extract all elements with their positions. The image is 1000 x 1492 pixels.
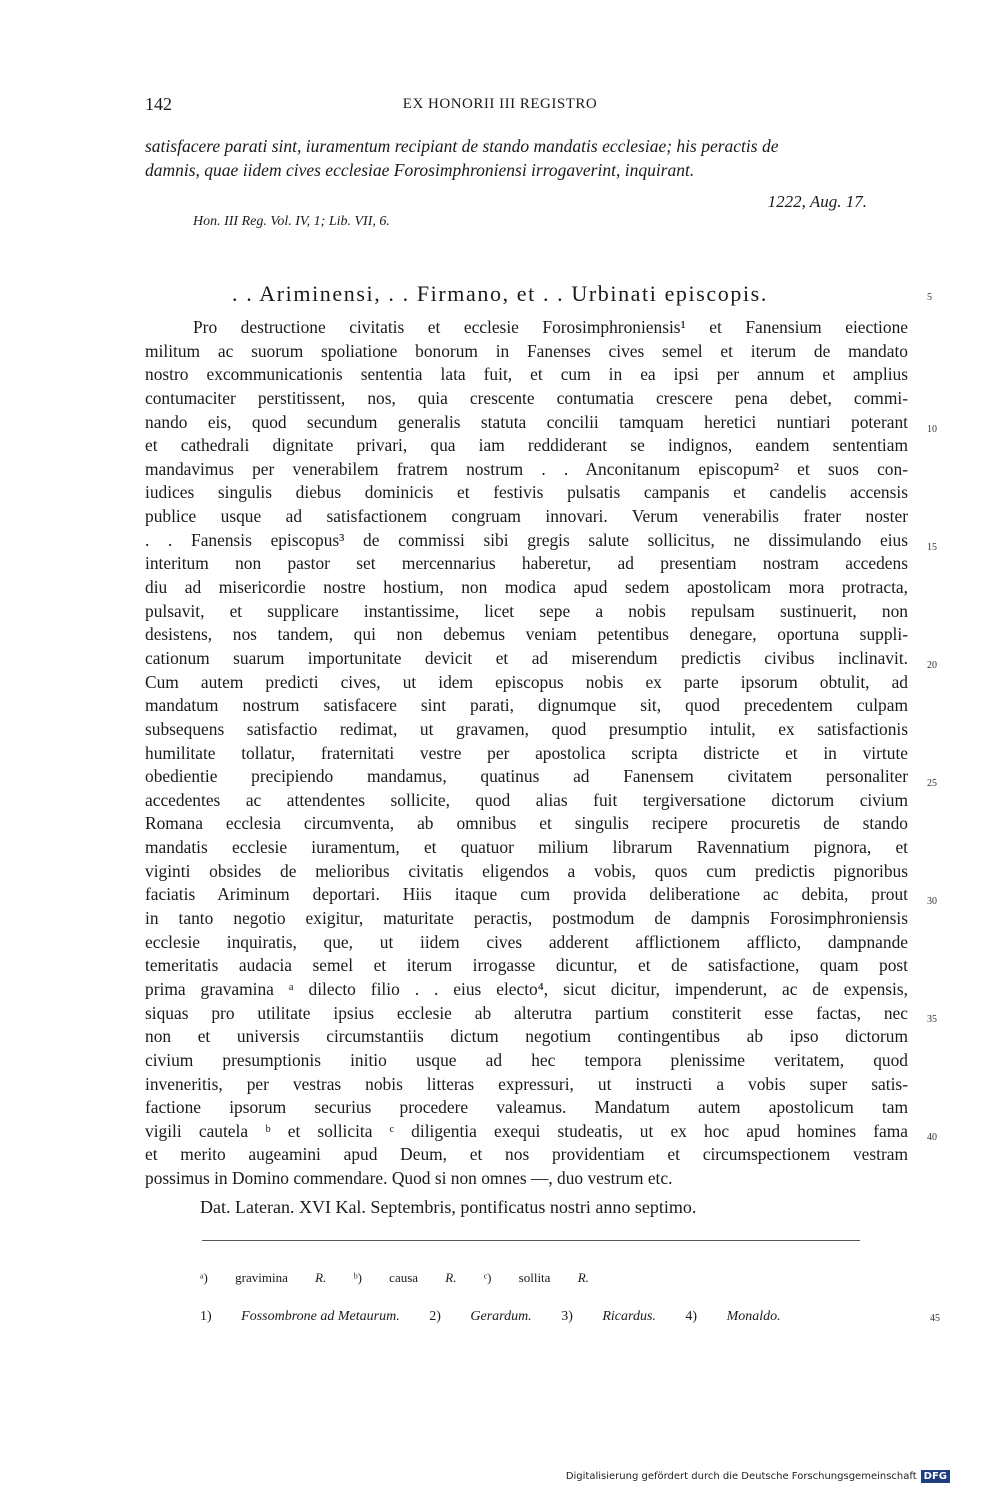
footnote	[561, 1309, 656, 1324]
footnote-text: Fossombrone ad Metaurum.	[241, 1309, 400, 1324]
margin-line-number: 30	[927, 896, 937, 907]
footnote	[685, 1309, 780, 1324]
page-number: 142	[145, 94, 172, 114]
margin-line-number: 10	[927, 424, 937, 435]
apparatus-sigla: ᶜ)	[483, 1270, 492, 1285]
body-line: iudices singulis diebus dominicis et festivis pulsatis campanis et candelis accensis	[145, 482, 908, 503]
apparatus-lemma: causa	[389, 1270, 419, 1285]
apparatus-ms: R.	[577, 1270, 589, 1285]
margin-line-number: 45	[930, 1313, 940, 1324]
body-line: Pro destructione civitatis et ecclesie Forosimphroniensis¹ et Fanensium eiectione	[193, 317, 908, 337]
footnote-number: 1)	[200, 1309, 212, 1324]
body-line: subsequens satisfactio redimat, ut gravamen, quod presumptio intulit, ex satisfactionis	[145, 718, 908, 739]
body-line: mandatum nostrum satisfacere sint parati, dignumque sit, quod precedentem culpam	[145, 695, 908, 716]
body-line: Romana ecclesia circumventa, ab omnibus et singulis recipere procuretis de stando	[145, 813, 908, 834]
body-line: cationum suarum importunitate devicit et ad miserendum predictis civibus inclinavit.	[145, 647, 908, 668]
body-line: pulsavit, et supplicare instantissime, licet sepe a nobis repulsam sustinuerit, non	[145, 600, 908, 621]
margin-line-number: 5	[927, 292, 932, 303]
body-line: interitum non pastor set mercennarius haberetur, ad presentiam nostram accedens	[145, 553, 908, 574]
body-line: . . Fanensis episcopus³ de commissi sibi gregis salute sollicitus, ne dissimulando eius	[145, 529, 908, 550]
body-line: civium presumptionis initio usque ad hec tempora plenissime veritatem, quod	[145, 1049, 908, 1070]
body-line: accedentes ac attendentes sollicite, quod alias fuit tergiversatione dictorum civium	[145, 789, 908, 810]
footnote-number: 3)	[561, 1309, 573, 1324]
margin-line-number: 15	[927, 542, 937, 553]
body-line: et cathedrali dignitate privari, qua iam reddiderant se indignos, eandem sententiam	[145, 435, 908, 456]
body-line: factione ipsorum securius procedere valeamus. Mandatum autem apostolicum tam	[145, 1097, 908, 1118]
margin-line-number: 40	[927, 1132, 937, 1143]
body-line: Cum autem predicti cives, ut idem episcopus nobis ex parte ipsorum obtulit, ad	[145, 671, 908, 692]
body-line: nostro excommunicationis sententia lata fuit, et cum in ea ipsi per annum et amplius	[145, 364, 908, 385]
source-reference: Hon. III Reg. Vol. IV, 1; Lib. VII, 6.	[193, 214, 390, 229]
footnotes	[200, 1309, 807, 1325]
apparatus-entry	[354, 1270, 457, 1285]
body-line: humilitate tollatur, fraternitati vestre per apostolica scripta districte et in virtute	[145, 742, 908, 763]
apparatus-entry	[200, 1270, 326, 1285]
running-head: EX HONORII III REGISTRO	[402, 96, 598, 112]
apparatus-entry	[484, 1270, 589, 1285]
apparatus-sigla: ᵃ)	[200, 1270, 208, 1285]
dating-clause: Dat. Lateran. XVI Kal. Septembris, pontificatus nostri anno septimo.	[200, 1197, 697, 1217]
footnote-separator	[202, 1240, 860, 1241]
body-line: temeritatis audacia semel et iterum irrogasse dicuntur, et de satisfactione, quam post	[145, 955, 908, 976]
body-line: publice usque ad satisfactionem congruam innovari. Verum venerabilis frater noster	[145, 506, 908, 527]
document-date: 1222, Aug. 17.	[767, 192, 867, 211]
margin-line-number: 25	[927, 778, 937, 789]
body-line: prima gravamina ᵃ dilecto filio . . eius electo⁴, sicut dicitur, impenderunt, ac de expensis,	[145, 978, 908, 999]
body-line: non et universis circumstantiis dictum negotium contingentibus ab ipso dictorum	[145, 1026, 908, 1047]
body-line: mandavimus per venerabilem fratrem nostrum . . Anconitanum episcopum² et suos con-	[145, 458, 908, 479]
margin-line-number: 20	[927, 660, 937, 671]
body-line: inveneritis, per vestras nobis litteras expressuri, ut instructi a vobis super satis-	[145, 1073, 908, 1094]
footnote	[200, 1309, 400, 1324]
body-line: mandatis ecclesie iuramentum, et quatuor milium librarum Ravennatium pignora, et	[145, 837, 908, 858]
letter-body	[145, 316, 908, 1191]
dfg-logo-icon: DFG	[921, 1470, 950, 1483]
apparatus-ms: R.	[445, 1270, 457, 1285]
apparatus-ms: R.	[315, 1270, 327, 1285]
footnote-number: 2)	[429, 1309, 441, 1324]
footnote-number: 4)	[685, 1309, 698, 1324]
body-line: nando eis, quod secundum generalis statuta concilii tamquam heretici nuntiari poterant	[145, 411, 908, 432]
footnote-text: Ricardus.	[602, 1309, 656, 1324]
body-line: diu ad misericordie nostre hostium, non modica apud sedem apostolicam mora protracta,	[145, 577, 908, 598]
body-line: contumaciter perstitissent, nos, quia crescente contumatia crescere pena debet, commi-	[145, 387, 908, 408]
footnote	[429, 1309, 531, 1324]
body-line: obedientie precipiendo mandamus, quatinus ad Fanensem civitatem personaliter	[145, 766, 908, 787]
body-line: possimus in Domino commendare. Quod si non omnes —, duo vestrum etc.	[145, 1168, 673, 1189]
body-line: vigili cautela ᵇ et sollicita ᶜ diligentia exequi studeatis, ut ex hoc apud homines fama	[145, 1120, 908, 1141]
summary-regest	[145, 134, 905, 182]
address-heading: . . Ariminensi, . . Firmano, et . . Urbinati episcopis.	[232, 281, 768, 306]
summary-line: damnis, quae iidem cives ecclesiae Forosimphroniensi irrogaverint, inquirant.	[145, 160, 695, 180]
credit-text: Digitalisierung gefördert durch die Deutsche Forschungsgemeinschaft	[565, 1471, 917, 1482]
body-line: viginti obsides de melioribus civitatis eligendos a vobis, quos cum predictis pignoribus	[145, 860, 908, 881]
critical-apparatus	[200, 1270, 613, 1286]
body-line: militum ac suorum spoliatione bonorum in Fanenses cives semel et iterum de mandato	[145, 340, 908, 361]
apparatus-sigla: ᵇ)	[353, 1270, 362, 1285]
body-line: siquas pro utilitate ipsius ecclesie ab alterutra partium constiterit esse factas, nec	[145, 1002, 908, 1023]
body-line: desistens, nos tandem, qui non debemus veniam petentibus denegare, oportuna suppli-	[145, 624, 908, 645]
body-line: in tanto negotio exigitur, maturitate peractis, postmodum de dampnis Forosimphroniensis	[145, 908, 908, 929]
body-line: faciatis Ariminum deportari. Hiis itaque cum provida deliberatione ac debita, prout	[145, 884, 908, 905]
body-line: et merito augeamini apud Deum, et nos providentiam et circumspectionem vestram	[145, 1144, 908, 1165]
summary-line: satisfacere parati sint, iuramentum recipiant de stando mandatis ecclesiae; his peractis de	[145, 136, 779, 156]
body-line: ecclesie inquiratis, que, ut iidem cives adderent afflictionem afflicto, dampnande	[145, 931, 908, 952]
footnote-text: Monaldo.	[726, 1309, 781, 1324]
margin-line-number: 35	[927, 1014, 937, 1025]
digitization-credit	[566, 1470, 950, 1483]
apparatus-lemma: gravimina	[235, 1270, 288, 1285]
apparatus-lemma: sollita	[518, 1270, 551, 1285]
footnote-text: Gerardum.	[470, 1309, 532, 1324]
